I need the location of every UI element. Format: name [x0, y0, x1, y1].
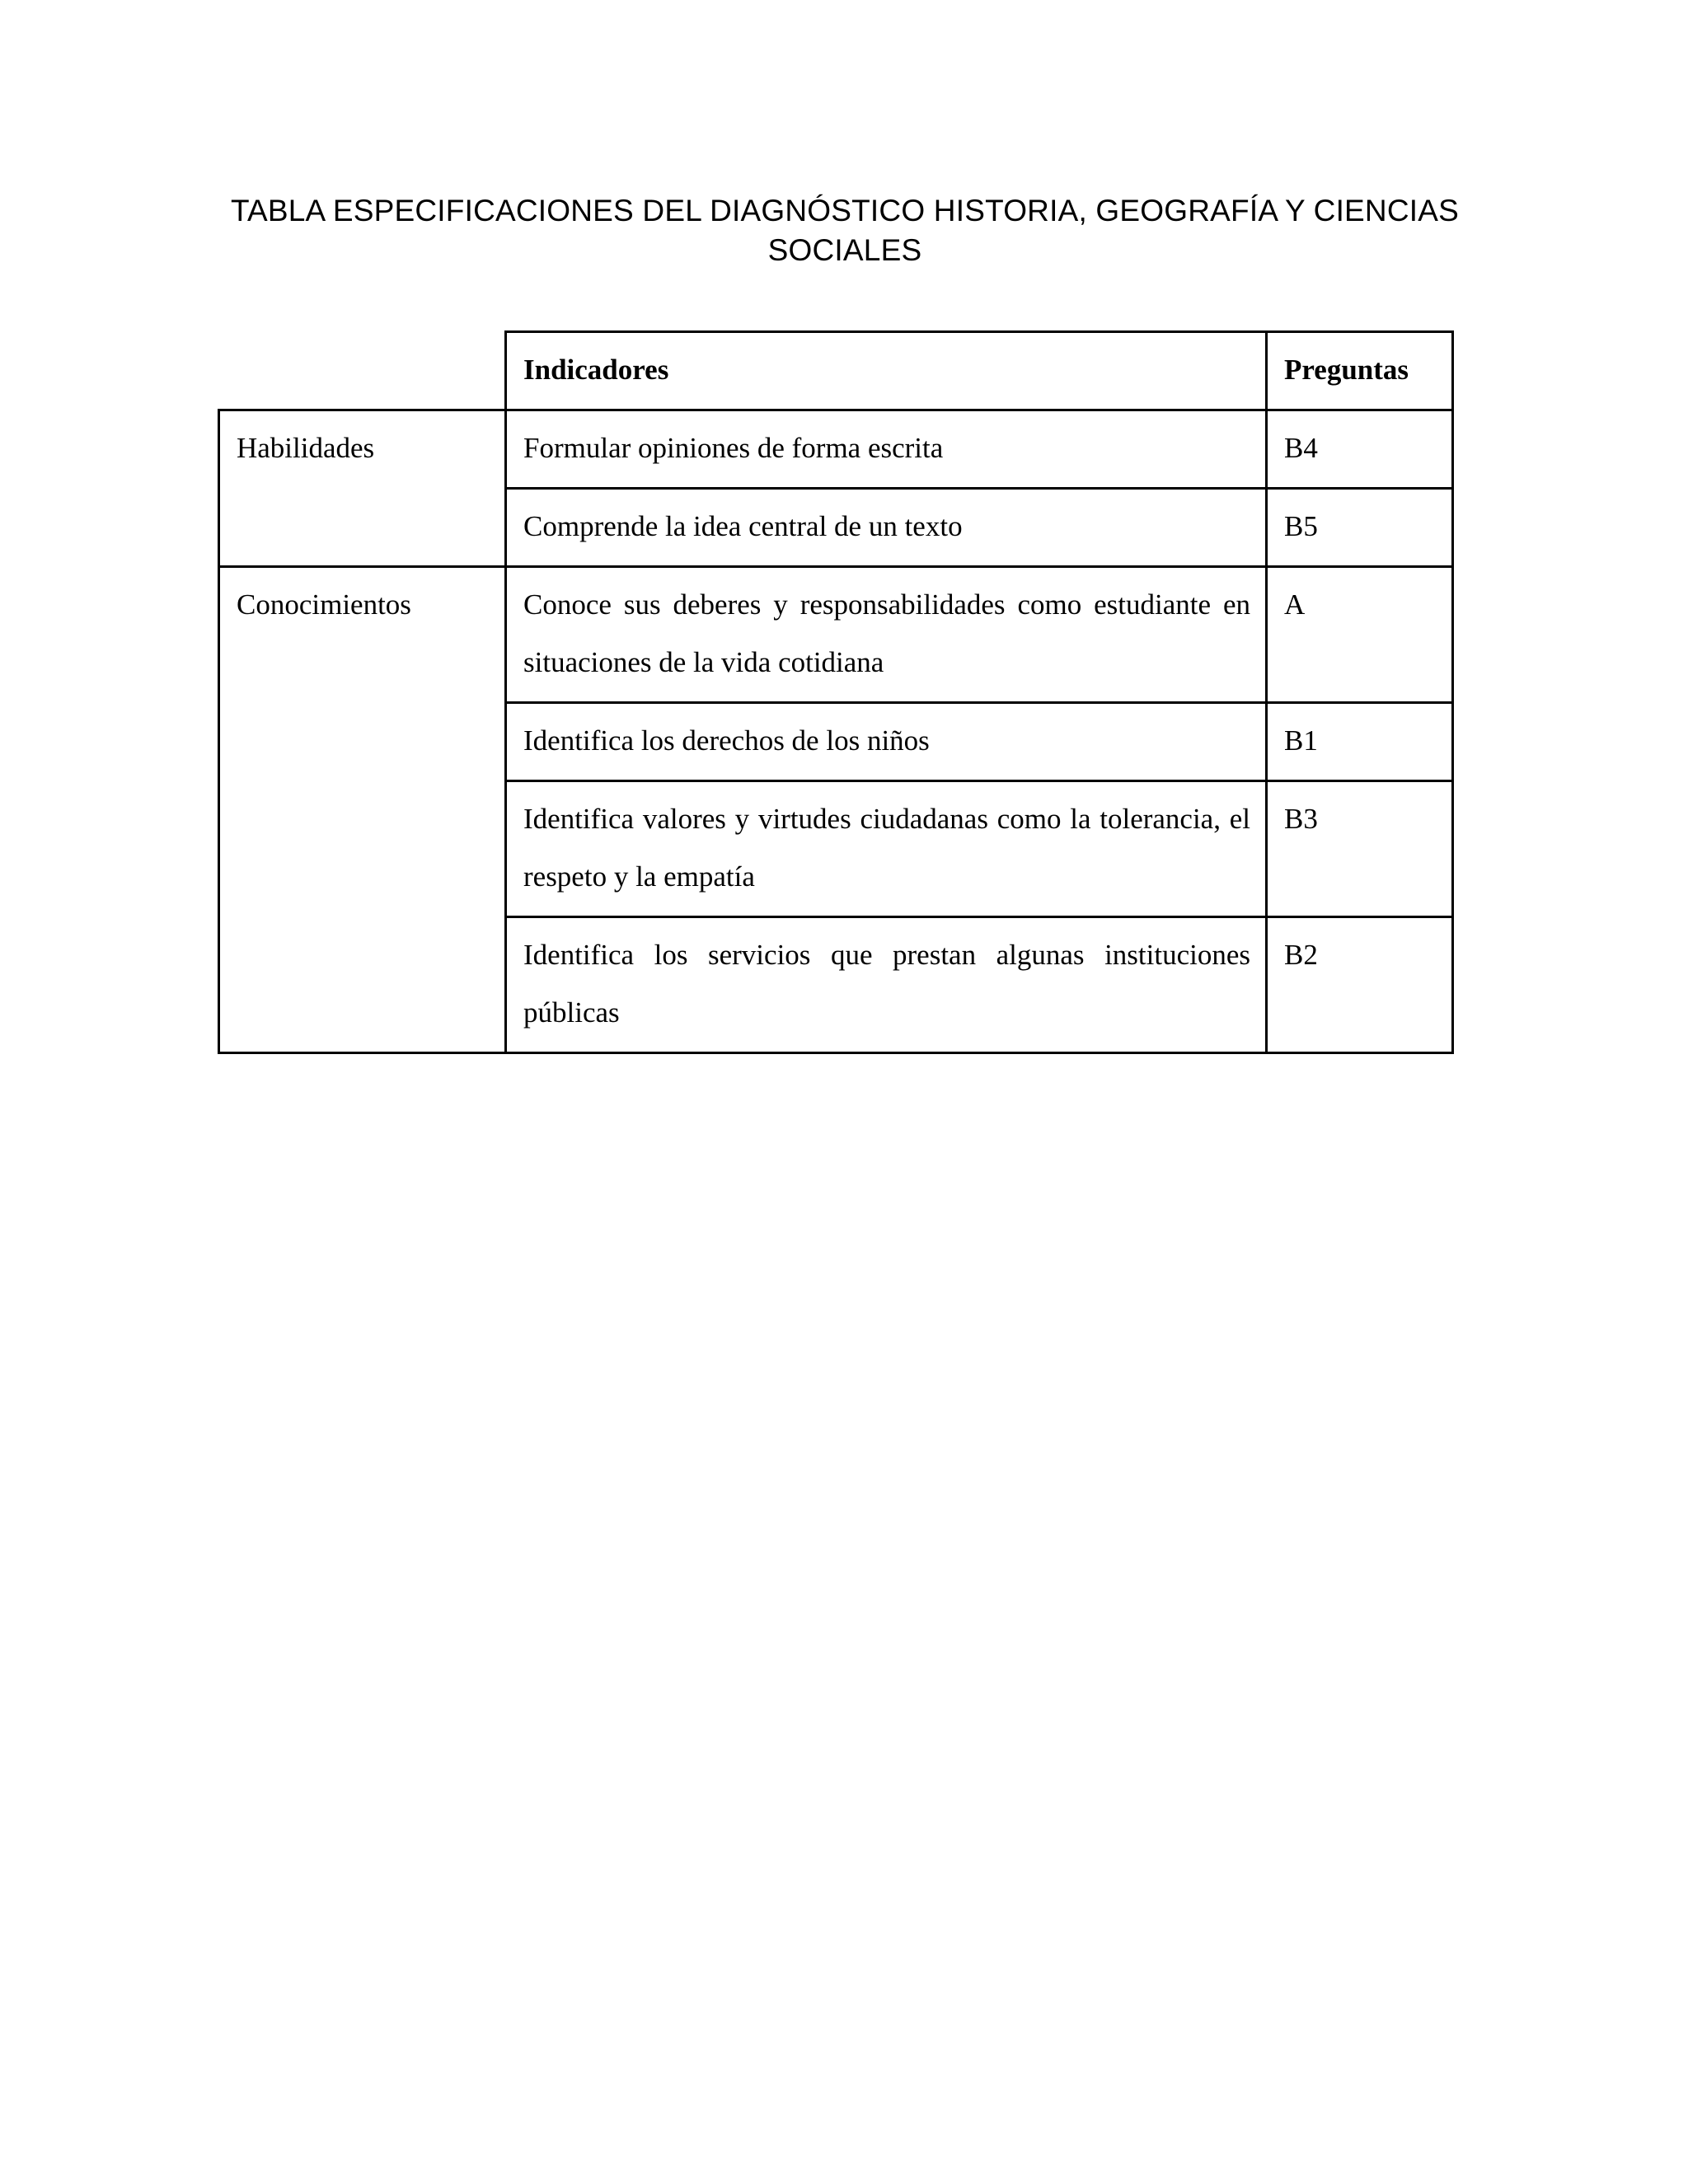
table-row [219, 567, 1453, 703]
group-conocimientos: Conocimientos [219, 567, 506, 1053]
document-title [206, 191, 1484, 270]
pregunta-cell: B1 [1267, 703, 1453, 781]
table-header-row [219, 332, 1453, 410]
pregunta-cell: B5 [1267, 489, 1453, 567]
indicador-cell: Identifica valores y virtudes ciudadanas como la tolerancia, el respeto y la empatía [506, 781, 1267, 917]
table-row [219, 410, 1453, 489]
header-preguntas: Preguntas [1267, 332, 1453, 410]
specifications-table [218, 330, 1454, 1054]
group-habilidades: Habilidades [219, 410, 506, 567]
indicador-cell: Identifica los derechos de los niños [506, 703, 1267, 781]
indicador-cell: Comprende la idea central de un texto [506, 489, 1267, 567]
table-header-empty-cell [219, 332, 506, 410]
pregunta-cell: B4 [1267, 410, 1453, 489]
header-indicadores: Indicadores [506, 332, 1267, 410]
indicador-cell: Identifica los servicios que prestan algunas instituciones públicas [506, 917, 1267, 1053]
pregunta-cell: B3 [1267, 781, 1453, 917]
pregunta-cell: A [1267, 567, 1453, 703]
pregunta-cell: B2 [1267, 917, 1453, 1053]
indicador-cell: Conoce sus deberes y responsabilidades como estudiante en situaciones de la vida cotidiana [506, 567, 1267, 703]
document-title-line-2: SOCIALES [767, 233, 922, 267]
indicador-cell: Formular opiniones de forma escrita [506, 410, 1267, 489]
document-title-line-1: TABLA ESPECIFICACIONES DEL DIAGNÓSTICO HISTORIA, GEOGRAFÍA Y CIENCIAS [230, 194, 1460, 227]
